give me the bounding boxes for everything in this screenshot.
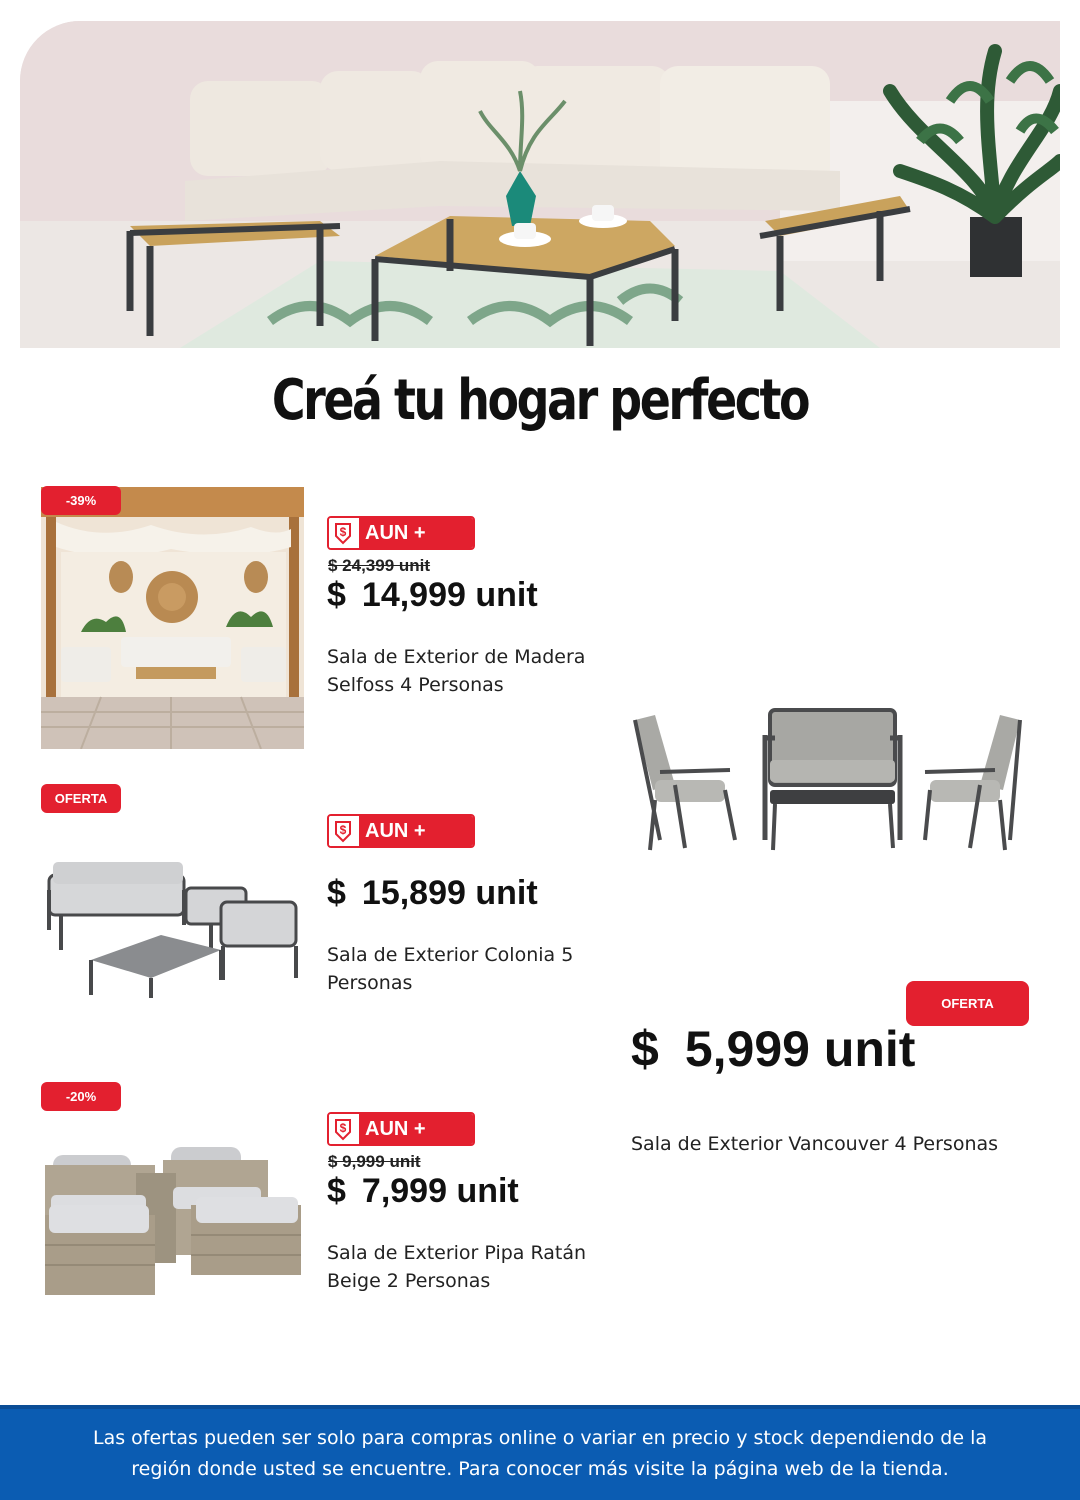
price-tag-dollar-icon [329, 816, 359, 846]
price-value: 7,999 unit [361, 1172, 519, 1210]
product-image[interactable] [41, 800, 304, 1000]
promo-label: AUN + [359, 518, 473, 548]
old-price: $ 24,399 unit [328, 556, 431, 575]
price [327, 1172, 519, 1211]
svg-text:$: $ [339, 1121, 347, 1135]
price-value: 5,999 unit [684, 1021, 916, 1077]
currency-symbol: $ [327, 576, 346, 614]
product-name[interactable]: Sala de Exterior de Madera Selfoss 4 Personas [327, 646, 586, 696]
product-name[interactable]: Sala de Exterior Colonia 5 Personas [327, 944, 574, 994]
product-image[interactable] [625, 690, 1035, 860]
disclaimer-text: Las ofertas pueden ser solo para compras online o variar en precio y stock dependiendo de la región donde usted se encuentre. Para conocer más visite la página web de la tienda. [92, 1427, 987, 1480]
old-price: $ 9,999 unit [328, 1152, 421, 1171]
discount-badge: -20% [41, 1082, 121, 1111]
product-image[interactable] [41, 1135, 304, 1305]
disclaimer-footer [0, 1405, 1080, 1500]
offer-badge: OFERTA [906, 981, 1029, 1026]
price-value: 15,899 unit [361, 874, 538, 912]
product-name[interactable]: Sala de Exterior Vancouver 4 Personas [631, 1133, 999, 1155]
promo-label: AUN + [359, 816, 473, 846]
price-value: 14,999 unit [361, 576, 538, 614]
currency-symbol: $ [327, 874, 346, 912]
currency-symbol: $ [327, 1172, 346, 1210]
hero-banner [20, 21, 1060, 348]
price [327, 576, 538, 615]
price [327, 874, 538, 913]
discount-badge: -39% [41, 486, 121, 515]
price-tag-dollar-icon [329, 1114, 359, 1144]
price [631, 1020, 915, 1078]
page-title: Creá tu hogar perfecto [271, 368, 809, 433]
currency-symbol: $ [631, 1021, 659, 1077]
hero-image [20, 21, 1060, 348]
promo-tag [327, 516, 475, 550]
product-name[interactable]: Sala de Exterior Pipa Ratán Beige 2 Personas [327, 1242, 587, 1292]
product-image[interactable] [41, 487, 304, 749]
promo-tag [327, 814, 475, 848]
price-tag-dollar-icon [329, 518, 359, 548]
promo-tag [327, 1112, 475, 1146]
offer-badge: OFERTA [41, 784, 121, 813]
promo-label: AUN + [359, 1114, 473, 1144]
svg-text:$: $ [339, 823, 347, 837]
svg-text:$: $ [339, 525, 347, 539]
